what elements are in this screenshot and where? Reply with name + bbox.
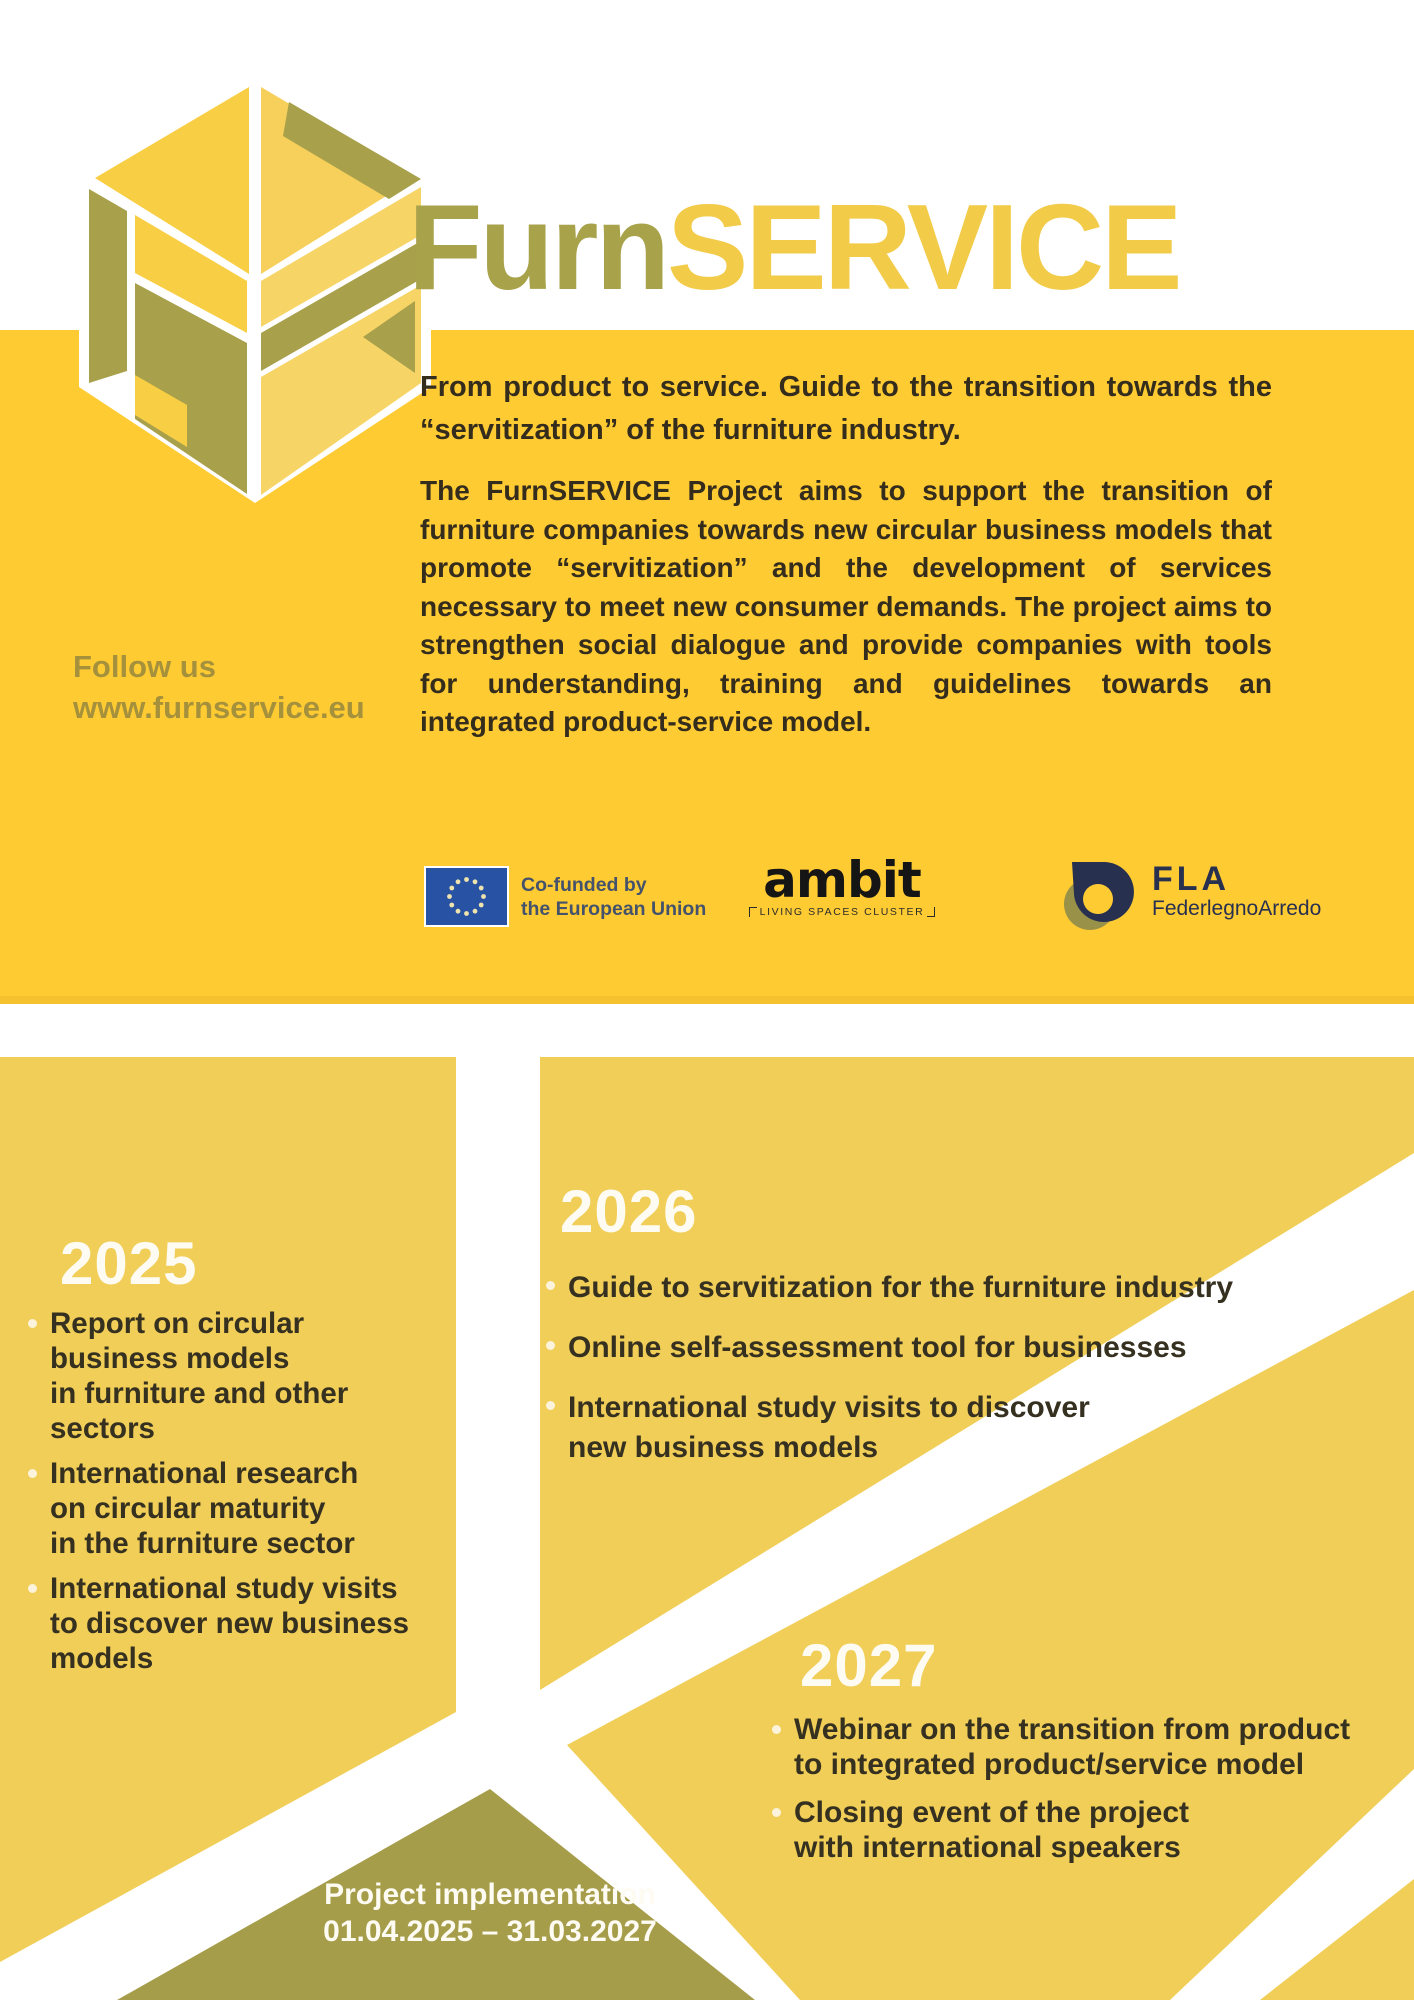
- year-heading-2026: 2026: [560, 1178, 698, 1245]
- bullet-dot-icon: [546, 1401, 555, 1410]
- fla-tagline: FederlegnoArredo: [1152, 897, 1322, 920]
- ambit-wordmark: ambit: [763, 851, 921, 909]
- list-item: Guide to servitization for the furniture industry: [546, 1268, 1414, 1308]
- project-implementation-note: Project implementation 01.04.2025 – 31.03.2027: [323, 1878, 657, 1948]
- list-2025: [28, 1306, 458, 1686]
- bullet-dot-icon: [28, 1469, 37, 1478]
- bullet-dot-icon: [28, 1584, 37, 1593]
- white-divider: [0, 1004, 1414, 1057]
- year-heading-2025: 2025: [60, 1230, 198, 1297]
- bullet-dot-icon: [772, 1808, 781, 1817]
- subtitle: From product to service. Guide to the transition towards the “servitization” of the furniture industry.: [420, 371, 1272, 446]
- bullet-dot-icon: [546, 1281, 555, 1290]
- bullet-dot-icon: [28, 1319, 37, 1328]
- year-heading-2027: 2027: [800, 1632, 938, 1699]
- corner-bracket-icon: [749, 907, 757, 917]
- follow-us-block: [73, 646, 365, 728]
- eu-cofunded-block: [424, 866, 706, 927]
- bullet-dot-icon: [546, 1341, 555, 1350]
- ambit-logo: [742, 851, 942, 918]
- follow-us-label: Follow us: [73, 649, 216, 684]
- title-furn: Furn: [408, 179, 668, 315]
- ambit-tagline: LIVING SPACES CLUSTER: [742, 906, 942, 918]
- project-description: The FurnSERVICE Project aims to support the transition of furniture companies towards new circular business models that promote “servitization” and the development of services necessary to meet new consumer demands. The project aims to strengthen social dialogue and provide companies with tools for understanding, training and guidelines towards an integrated product-service model.: [420, 475, 1272, 737]
- band-bottom-edge: [0, 996, 1414, 1004]
- list-item: International study visits to discover new business models: [28, 1571, 458, 1676]
- list-item: Closing event of the project with international speakers: [772, 1795, 1414, 1865]
- fla-drop-icon: [1058, 852, 1138, 932]
- furnservice-logo-icon: [77, 75, 433, 505]
- list-item: Report on circular business models in furniture and other sectors: [28, 1306, 458, 1446]
- list-item: Online self-assessment tool for businesses: [546, 1328, 1414, 1368]
- list-item: International research on circular maturity in the furniture sector: [28, 1456, 458, 1561]
- list-item: Webinar on the transition from product to integrated product/service model: [772, 1712, 1414, 1782]
- title-service: SERVICE: [667, 179, 1180, 315]
- list-2027: [772, 1712, 1414, 1878]
- eu-credit-text: Co-funded by the European Union: [521, 873, 707, 920]
- eu-flag-icon: [424, 866, 509, 927]
- list-2026: [546, 1268, 1414, 1488]
- fla-logo: [1058, 852, 1321, 932]
- bullet-dot-icon: [772, 1725, 781, 1734]
- fla-wordmark: FLA: [1152, 860, 1231, 898]
- list-item: International study visits to discover new business models: [546, 1388, 1414, 1468]
- fla-text: [1152, 862, 1321, 922]
- website-link[interactable]: www.furnservice.eu: [73, 690, 365, 725]
- page-title: [408, 179, 1180, 315]
- corner-bracket-icon: [927, 907, 935, 917]
